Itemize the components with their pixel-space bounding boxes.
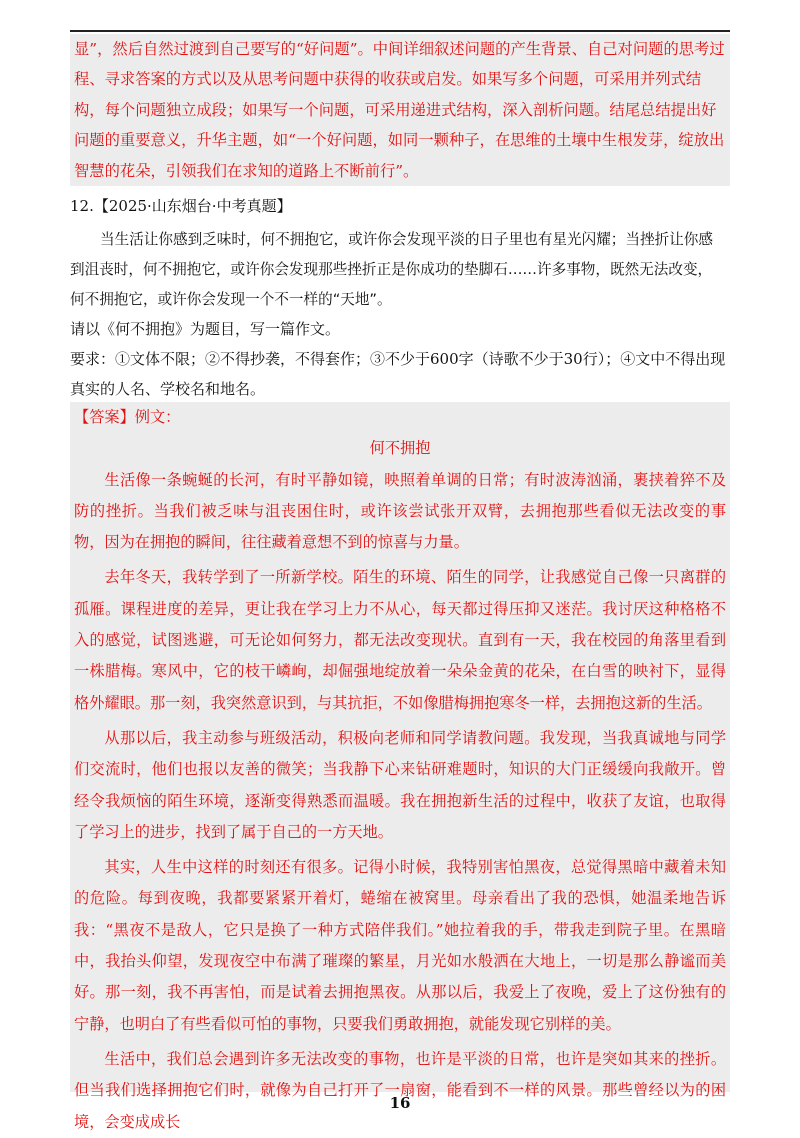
essay-title: 何不拥抱 [369, 439, 431, 458]
page-number: 16 [389, 1094, 411, 1112]
task-text: 请以《何不拥抱》为题目，写一篇作文。 [70, 320, 341, 338]
question-source: 【2025·山东烟台·中考真题】 [93, 197, 292, 215]
essay-paragraph-4: 其实，人生中这样的时刻还有很多。记得小时候，我特别害怕黑夜，总觉得黑暗中藏着未知的危险。每到夜晚，我都要紧紧开着灯，蜷缩在被窝里。母亲看出了我的恐惧，她温柔地告诉我：“黑夜不是敌人，它只是换了一种方式陪伴我们。”她拉着我的手，带我走到院子里。在黑暗中，我抬头仰望，发现夜空中布满了璀璨的繁星，月光如水般洒在大地上，一切是那么静谧而美好。那一刻，我不再害怕，而是试着去拥抱黑夜。从那以后，我爱上了夜晚，爱上了这份独有的宁静，也明白了有些看似可怕的事物，只要我们勇敢拥抱，就能发现它别样的美。 [74, 858, 726, 1033]
answer-lead [74, 402, 726, 433]
essay-paragraph-5: 生活中，我们总会遇到许多无法改变的事物，也许是平淡的日常，也许是突如其来的挫折。但当我们选择拥抱它们时，就像为自己打开了一扇窗，能看到不一样的风景。那些曾经以为的困境，会变成成长 [74, 1049, 726, 1131]
question-task [70, 314, 730, 404]
question-prompt [70, 225, 730, 315]
header-rule [70, 30, 730, 32]
question-number: 12. [70, 197, 94, 215]
requirements-text: 要求：①文体不限；②不得抄袭，不得套作；③不少于600字（诗歌不少于30行）；④文中不得出现真实的人名、学校名和地名。 [70, 350, 726, 398]
essay-paragraph-1: 生活像一条蜿蜒的长河，有时平静如镜，映照着单调的日常；有时波涛汹涌，裹挟着猝不及防的挫折。当我们被乏味与沮丧困住时，或许该尝试张开双臂，去拥抱那些看似无法改变的事物，因为在拥抱的瞬间，往往藏着意想不到的惊喜与力量。 [74, 470, 726, 552]
essay-paragraph-3: 从那以后，我主动参与班级活动，积极向老师和同学请教问题。我发现，当我真诚地与同学们交流时，他们也报以友善的微笑；当我静下心来钻研难题时，知识的大门正缓缓向我敞开。曾经令我烦恼的陌生环境，逐渐变得熟悉而温暖。我在拥抱新生活的过程中，收获了友谊，也取得了学习上的进步，找到了属于自己的一方天地。 [74, 728, 726, 841]
answer-label: 【答案】 [74, 408, 135, 426]
answer-lead-text: 例文： [134, 408, 181, 426]
continuation-text: 显”，然后自然过渡到自己要写的“好问题”。中间详细叙述问题的产生背景、自己对问题的思考过程、寻求答案的方式以及从思考问题中获得的收获或启发。如果写多个问题，可采用并列式结构，每个问题独立成段；如果写一个问题，可采用递进式结构，深入剖析问题。结尾总结提出好问题的重要意义，升华主题，如“一个好问题，如同一颗种子，在思维的土壤中生根发芽，绽放出智慧的花朵，引领我们在求知的道路上不断前行”。 [74, 40, 725, 180]
essay-paragraph-2: 去年冬天，我转学到了一所新学校。陌生的环境、陌生的同学，让我感觉自己像一只离群的孤雁。课程进度的差异，更让我在学习上力不从心，每天都过得压抑又迷茫。我讨厌这种格格不入的感觉，试图逃避，可无论如何努力，都无法改变现状。直到有一天，我在校园的角落里看到一株腊梅。寒风中，它的枝干嶙峋，却倔强地绽放着一朵朵金黄的花朵，在白雪的映衬下，显得格外耀眼。那一刻，我突然意识到，与其抗拒，不如像腊梅拥抱寒冬一样，去拥抱这新的生活。 [74, 568, 726, 712]
question-header [70, 194, 730, 218]
prompt-text: 当生活让你感到乏味时，何不拥抱它，或许你会发现平淡的日子里也有星光闪耀；当挫折让你感到沮丧时，何不拥抱它，或许你会发现那些挫折正是你成功的垫脚石……许多事物，既然无法改变，何不拥抱它，或许你会发现一个不一样的“天地”。 [70, 231, 713, 308]
answer-continuation [70, 34, 730, 186]
